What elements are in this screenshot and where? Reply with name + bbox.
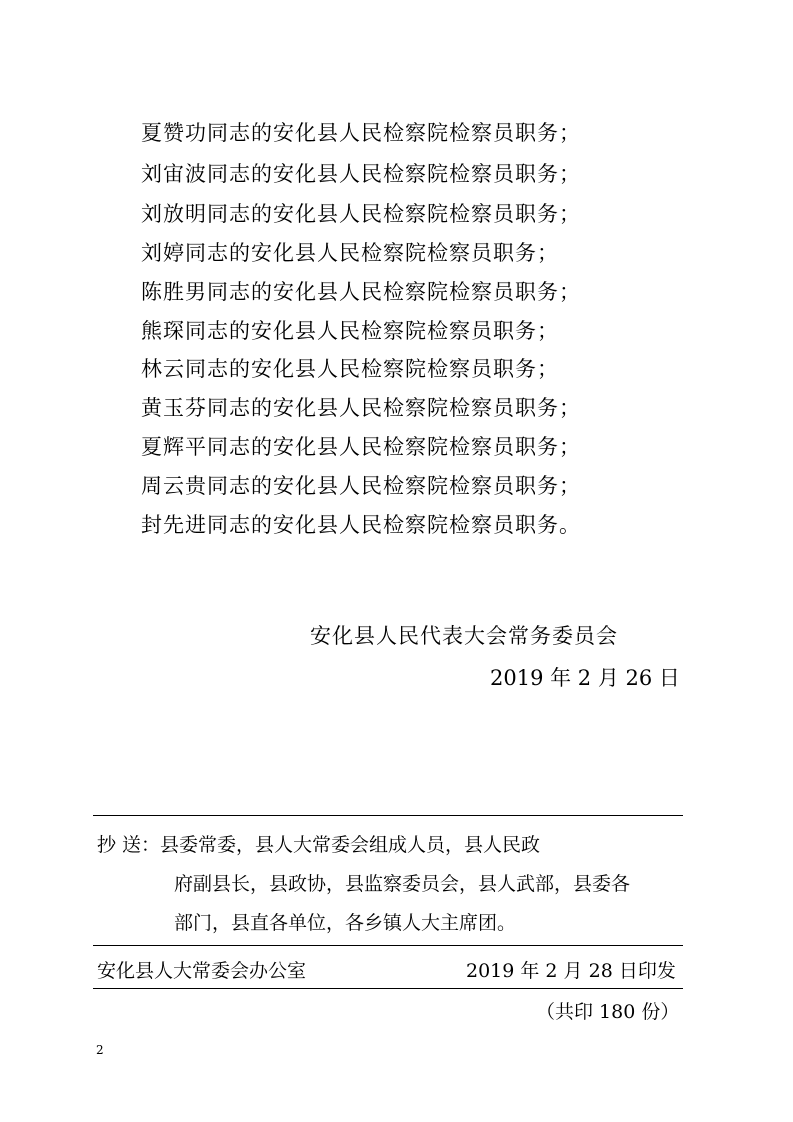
appointment-line: 黄玉芬同志的安化县人民检察院检察员职务； xyxy=(141,396,581,420)
appointment-line: 刘婷同志的安化县人民检察院检察员职务； xyxy=(141,241,559,265)
footer-issue-date: 2019 年 2 月 28 日印发 xyxy=(466,960,676,982)
appointment-line: 夏赞功同志的安化县人民检察院检察员职务； xyxy=(141,121,581,145)
cc-line-2: 府副县长，县政协，县监察委员会，县人武部，县委各 xyxy=(174,873,631,895)
divider-bottom xyxy=(93,988,683,989)
signature-organization: 安化县人民代表大会常务委员会 xyxy=(310,624,618,648)
cc-line-1: 抄 送：县委常委，县人大常委会组成人员，县人民政 xyxy=(97,834,541,856)
divider-middle xyxy=(93,945,683,946)
cc-line-3: 部门，县直各单位，各乡镇人大主席团。 xyxy=(174,912,517,934)
signature-date: 2019 年 2 月 26 日 xyxy=(490,666,680,690)
appointment-line: 熊琛同志的安化县人民检察院检察员职务； xyxy=(141,319,559,343)
appointment-line: 夏辉平同志的安化县人民检察院检察员职务； xyxy=(141,435,581,459)
page-number: 2 xyxy=(96,1043,104,1057)
appointment-line: 周云贵同志的安化县人民检察院检察员职务； xyxy=(141,474,581,498)
divider-top xyxy=(93,815,683,816)
appointment-line: 刘宙波同志的安化县人民检察院检察员职务； xyxy=(141,162,581,186)
appointment-line: 封先进同志的安化县人民检察院检察员职务。 xyxy=(141,513,581,537)
footer-issuer: 安化县人大常委会办公室 xyxy=(97,960,307,982)
appointment-line: 陈胜男同志的安化县人民检察院检察员职务； xyxy=(141,280,581,304)
appointment-line: 林云同志的安化县人民检察院检察员职务； xyxy=(141,357,559,381)
print-count: （共印 180 份） xyxy=(536,1001,680,1023)
appointment-line: 刘放明同志的安化县人民检察院检察员职务； xyxy=(141,202,581,226)
